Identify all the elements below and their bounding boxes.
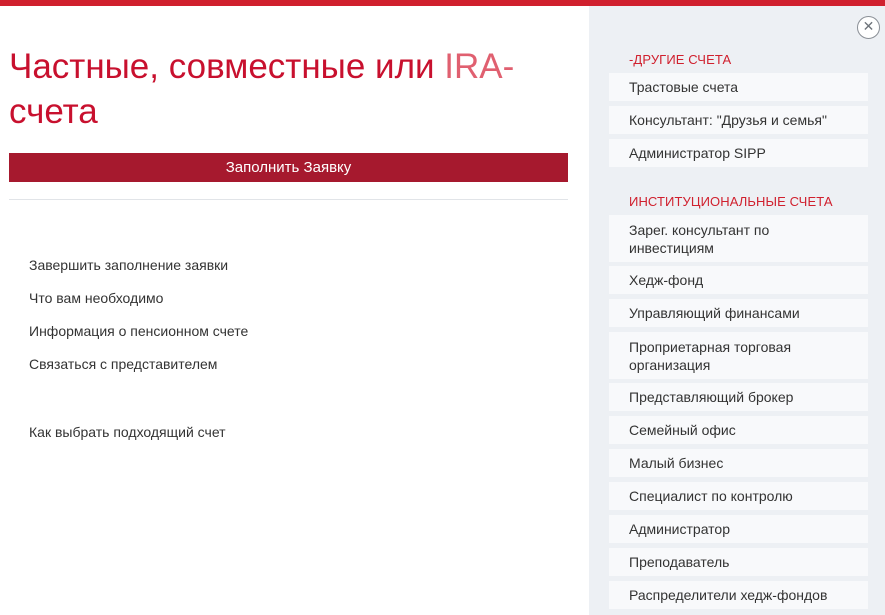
sidebar-item-friends-family[interactable] [609, 106, 868, 134]
sidebar-item-label: Распределители хедж-фондов [629, 587, 828, 603]
link-complete-application[interactable]: Завершить заполнение заявки [29, 257, 229, 273]
apply-button[interactable]: Заполнить Заявку [9, 153, 568, 182]
sidebar-item-label: Семейный офис [629, 422, 736, 438]
page-title-text: Частные, совместные или [9, 47, 445, 86]
sidebar-item-introducing-broker[interactable] [609, 383, 868, 411]
page-title-ira: IRA- [444, 47, 515, 86]
sidebar-item-label: Консультант: "Друзья и семья" [629, 112, 827, 128]
link-retirement-info[interactable]: Информация о пенсионном счете [29, 323, 249, 339]
sidebar-item-label: Проприетарная торговая организация [629, 338, 792, 373]
sidebar-item-ria[interactable] [609, 215, 868, 262]
sidebar-item-label: Малый бизнес [629, 455, 724, 471]
sidebar-item-family-office[interactable] [609, 416, 868, 444]
page-title-line2: счета [9, 92, 98, 131]
sidebar-item-sipp[interactable] [609, 139, 868, 167]
sidebar-item-hedge-fund[interactable] [609, 266, 868, 294]
close-icon[interactable]: ✕ [857, 16, 880, 39]
sidebar-item-label: Представляющий брокер [629, 389, 794, 405]
sidebar-item-administrator[interactable] [609, 515, 868, 543]
sidebar-item-label: Администратор [629, 521, 731, 537]
sidebar-item-compliance[interactable] [609, 482, 868, 510]
link-contact-rep[interactable]: Связаться с представителем [29, 356, 218, 372]
sidebar-item-label: Преподаватель [629, 554, 730, 570]
sidebar-item-label: Трастовые счета [629, 79, 739, 95]
divider [9, 199, 568, 200]
link-choose-account[interactable]: Как выбрать подходящий счет [29, 424, 226, 440]
sidebar-item-small-business[interactable] [609, 449, 868, 477]
sidebar-item-label: Администратор SIPP [629, 145, 766, 161]
sidebar-item-prop-trading[interactable] [609, 332, 868, 379]
institutional-heading: ИНСТИТУЦИОНАЛЬНЫЕ СЧЕТА [629, 194, 833, 209]
page-title [9, 44, 569, 134]
sidebar-item-hedge-distributors[interactable] [609, 581, 868, 609]
sidebar-item-label: Хедж-фонд [629, 272, 704, 288]
sidebar-item-label: Управляющий финансами [629, 305, 800, 321]
sidebar-item-label: Зарег. консультант по инвестициям [629, 221, 770, 256]
sidebar-item-trust[interactable] [609, 73, 868, 101]
link-what-you-need[interactable]: Что вам необходимо [29, 290, 164, 306]
other-accounts-heading: -ДРУГИЕ СЧЕТА [629, 52, 732, 67]
sidebar-item-educator[interactable] [609, 548, 868, 576]
sidebar-item-money-manager[interactable] [609, 299, 868, 327]
sidebar-item-label: Специалист по контролю [629, 488, 793, 504]
